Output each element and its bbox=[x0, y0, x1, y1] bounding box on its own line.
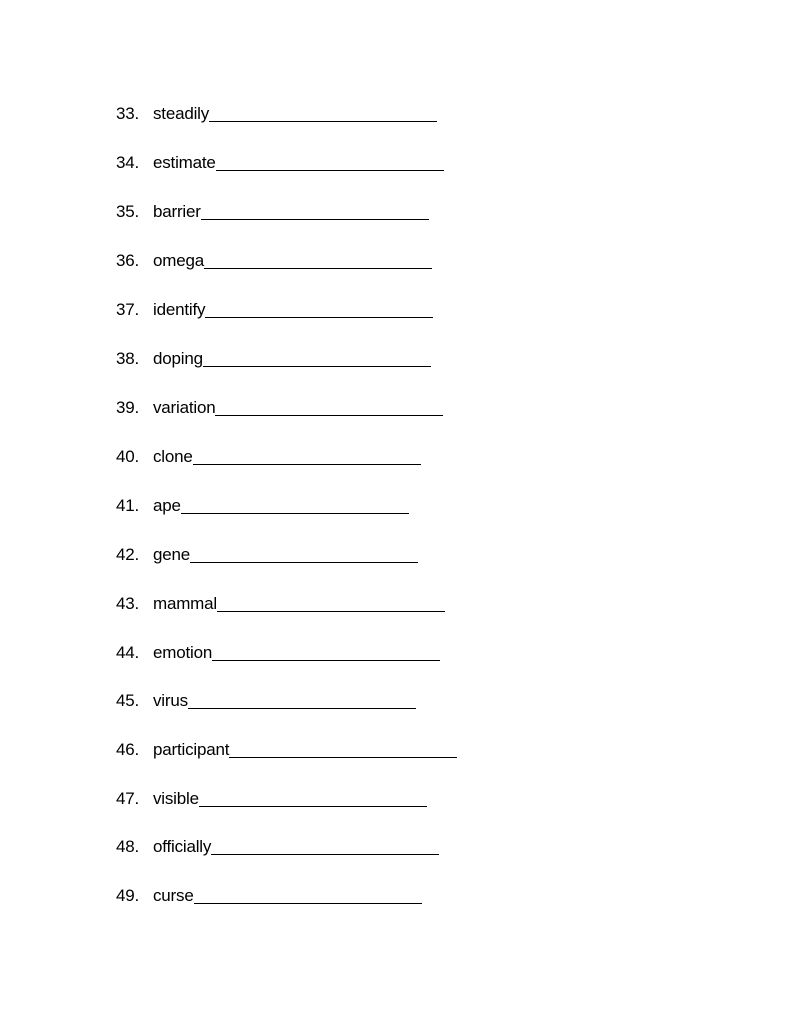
worksheet-item bbox=[116, 633, 440, 663]
item-word: ape bbox=[153, 496, 181, 515]
item-word: variation bbox=[153, 398, 216, 417]
item-word: doping bbox=[153, 349, 203, 368]
item-number: 44. bbox=[116, 643, 140, 662]
item-word: visible bbox=[153, 789, 199, 808]
item-number: 35. bbox=[116, 202, 140, 221]
answer-blank[interactable] bbox=[205, 316, 433, 318]
item-word: curse bbox=[153, 886, 194, 905]
answer-blank[interactable] bbox=[188, 707, 416, 709]
item-number: 45. bbox=[116, 691, 140, 710]
item-number: 34. bbox=[116, 153, 140, 172]
worksheet-item bbox=[116, 876, 422, 906]
item-word: emotion bbox=[153, 643, 213, 662]
worksheet-item bbox=[116, 827, 439, 857]
item-number: 37. bbox=[116, 300, 140, 319]
item-word: omega bbox=[153, 251, 204, 270]
item-word: identify bbox=[153, 300, 206, 319]
item-word: barrier bbox=[153, 202, 201, 221]
item-number: 39. bbox=[116, 398, 140, 417]
item-word: mammal bbox=[153, 594, 217, 613]
item-number: 49. bbox=[116, 886, 140, 905]
item-number: 43. bbox=[116, 594, 140, 613]
answer-blank[interactable] bbox=[201, 218, 429, 220]
answer-blank[interactable] bbox=[209, 120, 437, 122]
item-word: participant bbox=[153, 740, 230, 759]
item-word: gene bbox=[153, 545, 191, 564]
answer-blank[interactable] bbox=[229, 756, 457, 758]
worksheet-item bbox=[116, 241, 432, 271]
answer-blank[interactable] bbox=[194, 902, 422, 904]
answer-blank[interactable] bbox=[211, 853, 439, 855]
item-number: 40. bbox=[116, 447, 140, 466]
worksheet-item bbox=[116, 143, 444, 173]
answer-blank[interactable] bbox=[204, 267, 432, 269]
item-number: 48. bbox=[116, 837, 140, 856]
item-number: 36. bbox=[116, 251, 140, 270]
worksheet-item bbox=[116, 535, 418, 565]
worksheet-item bbox=[116, 730, 457, 760]
answer-blank[interactable] bbox=[215, 414, 443, 416]
item-number: 33. bbox=[116, 104, 140, 123]
worksheet-item bbox=[116, 486, 409, 516]
answer-blank[interactable] bbox=[181, 512, 409, 514]
item-word: clone bbox=[153, 447, 193, 466]
worksheet-item bbox=[116, 584, 445, 614]
worksheet-item bbox=[116, 779, 427, 809]
answer-blank[interactable] bbox=[212, 659, 440, 661]
item-word: officially bbox=[153, 837, 212, 856]
item-word: virus bbox=[153, 691, 188, 710]
worksheet-item bbox=[116, 290, 433, 320]
worksheet-item bbox=[116, 681, 416, 711]
item-word: steadily bbox=[153, 104, 210, 123]
worksheet-item bbox=[116, 192, 429, 222]
answer-blank[interactable] bbox=[193, 463, 421, 465]
answer-blank[interactable] bbox=[203, 365, 431, 367]
worksheet-item bbox=[116, 388, 443, 418]
item-number: 42. bbox=[116, 545, 140, 564]
item-number: 41. bbox=[116, 496, 140, 515]
answer-blank[interactable] bbox=[190, 561, 418, 563]
item-number: 46. bbox=[116, 740, 140, 759]
worksheet-item bbox=[116, 437, 421, 467]
item-number: 47. bbox=[116, 789, 140, 808]
answer-blank[interactable] bbox=[217, 610, 445, 612]
answer-blank[interactable] bbox=[199, 805, 427, 807]
worksheet-item bbox=[116, 94, 437, 124]
answer-blank[interactable] bbox=[216, 169, 444, 171]
item-number: 38. bbox=[116, 349, 140, 368]
item-word: estimate bbox=[153, 153, 216, 172]
worksheet-item bbox=[116, 339, 431, 369]
